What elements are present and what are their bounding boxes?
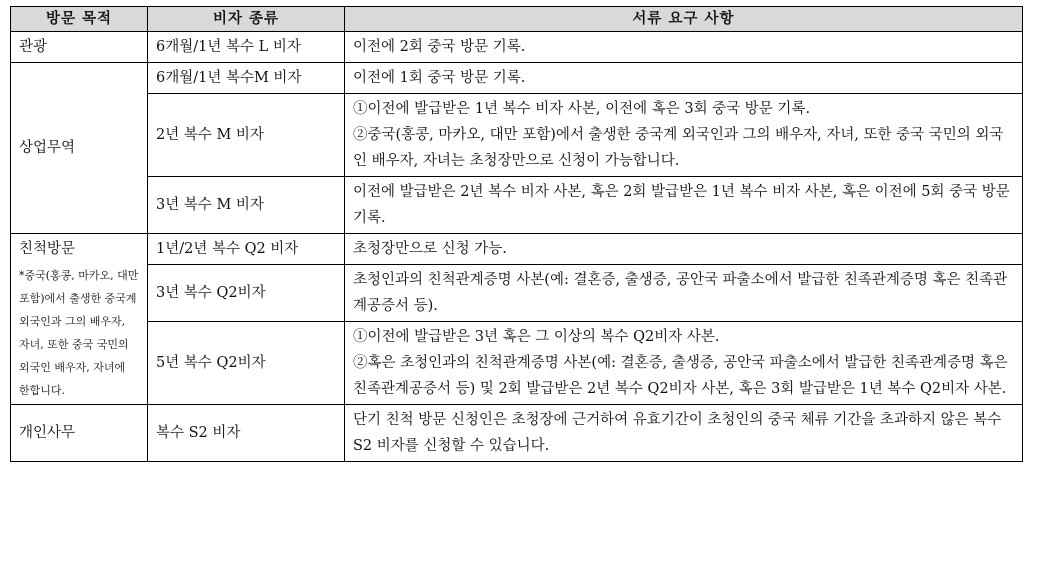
table-row [11, 32, 1023, 63]
requirement-cell: 초청인과의 친척관계증명 사본(예: 결혼증, 출생증, 공안국 파출소에서 발급한 친족관계증명 혹은 친족관계공증서 등). [345, 265, 1023, 322]
header-requirements: 서류 요구 사항 [345, 7, 1023, 32]
requirement-cell [345, 94, 1023, 177]
requirement-cell: 단기 친척 방문 신청인은 초청장에 근거하여 유효기간이 초청인의 중국 체류 기간을 초과하지 않은 복수 S2 비자를 신청할 수 있습니다. [345, 405, 1023, 462]
purpose-footnote: *중국(홍콩, 마카오, 대만 포함)에서 출생한 중국계 외국인과 그의 배우자, 자녀, 또한 중국 국민의 외국인 배우자, 자녀에 한합니다. [19, 269, 139, 397]
table-row [11, 63, 1023, 94]
visa-requirements-table [10, 6, 1023, 462]
requirement-cell [345, 322, 1023, 405]
table-row [11, 94, 1023, 177]
table-row [11, 322, 1023, 405]
requirement-cell: 이전에 1회 중국 방문 기록. [345, 63, 1023, 94]
visa-cell: 3년 복수 M 비자 [148, 177, 345, 234]
header-row [11, 7, 1023, 32]
purpose-cell-business: 상업무역 [11, 63, 148, 234]
table-row [11, 234, 1023, 265]
visa-cell: 1년/2년 복수 Q2 비자 [148, 234, 345, 265]
requirement-cell: 이전에 발급받은 2년 복수 비자 사본, 혹은 2회 발급받은 1년 복수 비자 사본, 혹은 이전에 5회 중국 방문 기록. [345, 177, 1023, 234]
table-row [11, 177, 1023, 234]
visa-cell: 5년 복수 Q2비자 [148, 322, 345, 405]
table-row [11, 405, 1023, 462]
visa-cell: 2년 복수 M 비자 [148, 94, 345, 177]
visa-cell: 6개월/1년 복수 L 비자 [148, 32, 345, 63]
table-row [11, 265, 1023, 322]
requirement-cell: 초청장만으로 신청 가능. [345, 234, 1023, 265]
visa-cell: 6개월/1년 복수M 비자 [148, 63, 345, 94]
requirement-cell: 이전에 2회 중국 방문 기록. [345, 32, 1023, 63]
header-visa-type: 비자 종류 [148, 7, 345, 32]
requirement-line: ①이전에 발급받은 3년 혹은 그 이상의 복수 Q2비자 사본. [353, 329, 720, 345]
visa-cell: 3년 복수 Q2비자 [148, 265, 345, 322]
purpose-label: 친척방문 [19, 241, 76, 257]
purpose-cell-tourism: 관광 [11, 32, 148, 63]
purpose-cell-family [11, 234, 148, 405]
requirement-line: ②혹은 초청인과의 친척관계증명 사본(예: 결혼증, 출생증, 공안국 파출소에서 발급한 친족관계증명 혹은 친족관계공증서 등) 및 2회 발급받은 2년 복수 Q2비자 사본, 혹은 3회 발급받은 1년 복수 Q2비자 사본. [353, 355, 1008, 397]
header-purpose: 방문 목적 [11, 7, 148, 32]
visa-cell: 복수 S2 비자 [148, 405, 345, 462]
requirement-line: ②중국(홍콩, 마카오, 대만 포함)에서 출생한 중국계 외국인과 그의 배우자, 자녀, 또한 중국 국민의 외국인 배우자, 자녀는 초청장만으로 신청이 가능합니다. [353, 127, 1004, 169]
purpose-cell-private: 개인사무 [11, 405, 148, 462]
requirement-line: ①이전에 발급받은 1년 복수 비자 사본, 이전에 혹은 3회 중국 방문 기록. [353, 101, 811, 117]
